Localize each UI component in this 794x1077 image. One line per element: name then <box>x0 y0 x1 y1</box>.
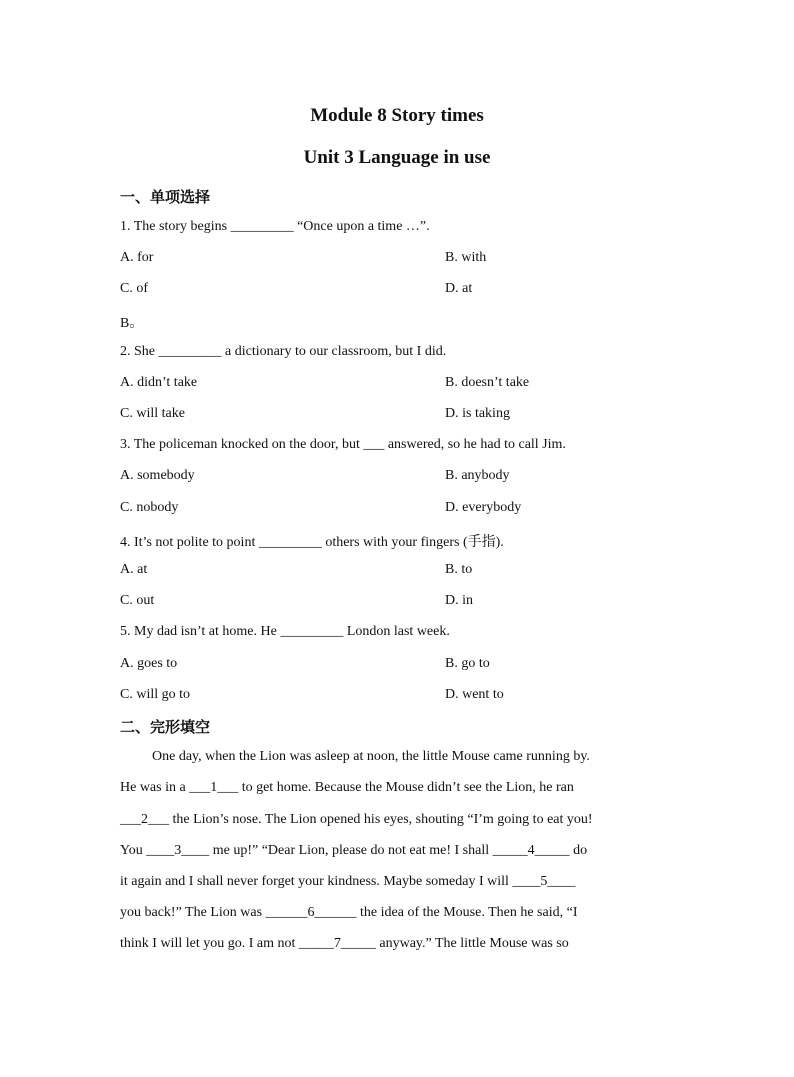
q1-option-c: C. of <box>120 281 148 296</box>
question-4: 4. It’s not polite to point _________ others with your fingers (手指). <box>120 535 504 550</box>
q4-option-c: C. out <box>120 593 155 608</box>
question-3: 3. The policeman knocked on the door, but ___ answered, so he had to call Jim. <box>120 437 566 452</box>
passage-line: One day, when the Lion was asleep at noon, the little Mouse came running by. <box>152 749 590 764</box>
q1-option-d: D. at <box>445 281 473 296</box>
q4-option-a: A. at <box>120 562 148 577</box>
passage-line: you back!” The Lion was ______6______ the idea of the Mouse. Then he said, “I <box>120 905 578 920</box>
passage-line: ___2___ the Lion’s nose. The Lion opened his eyes, shouting “I’m going to eat you! <box>120 812 593 827</box>
q3-option-a: A. somebody <box>120 468 195 483</box>
passage-line: You ____3____ me up!” “Dear Lion, please do not eat me! I shall _____4_____ do <box>120 843 588 858</box>
question-1: 1. The story begins _________ “Once upon a time …”. <box>120 219 430 234</box>
q5-option-c: C. will go to <box>120 687 191 702</box>
q2-option-d: D. is taking <box>445 406 510 421</box>
passage-line: think I will let you go. I am not _____7_____ anyway.” The little Mouse was so <box>120 936 569 951</box>
q1-answer: B。 <box>120 316 144 331</box>
q2-option-c: C. will take <box>120 406 185 421</box>
q3-option-c: C. nobody <box>120 500 179 515</box>
q1-option-b: B. with <box>445 250 487 265</box>
q2-option-a: A. didn’t take <box>120 375 198 390</box>
passage-line: He was in a ___1___ to get home. Because the Mouse didn’t see the Lion, he ran <box>120 780 574 795</box>
q5-option-b: B. go to <box>445 656 490 671</box>
question-5: 5. My dad isn’t at home. He _________ London last week. <box>120 624 450 639</box>
q5-option-a: A. goes to <box>120 656 178 671</box>
q3-option-d: D. everybody <box>445 500 522 515</box>
section-heading-cloze: 二、完形填空 <box>120 718 211 736</box>
q4-option-b: B. to <box>445 562 473 577</box>
q3-option-b: B. anybody <box>445 468 510 483</box>
q2-option-b: B. doesn’t take <box>445 375 530 390</box>
page-subtitle: Unit 3 Language in use <box>303 147 491 168</box>
section-heading-multiple-choice: 一、单项选择 <box>120 188 211 206</box>
passage-line: it again and I shall never forget your kindness. Maybe someday I will ____5____ <box>120 874 576 889</box>
q1-option-a: A. for <box>120 250 154 265</box>
question-2: 2. She _________ a dictionary to our classroom, but I did. <box>120 344 447 359</box>
q4-option-d: D. in <box>445 593 473 608</box>
page-title: Module 8 Story times <box>310 105 484 126</box>
q5-option-d: D. went to <box>445 687 504 702</box>
